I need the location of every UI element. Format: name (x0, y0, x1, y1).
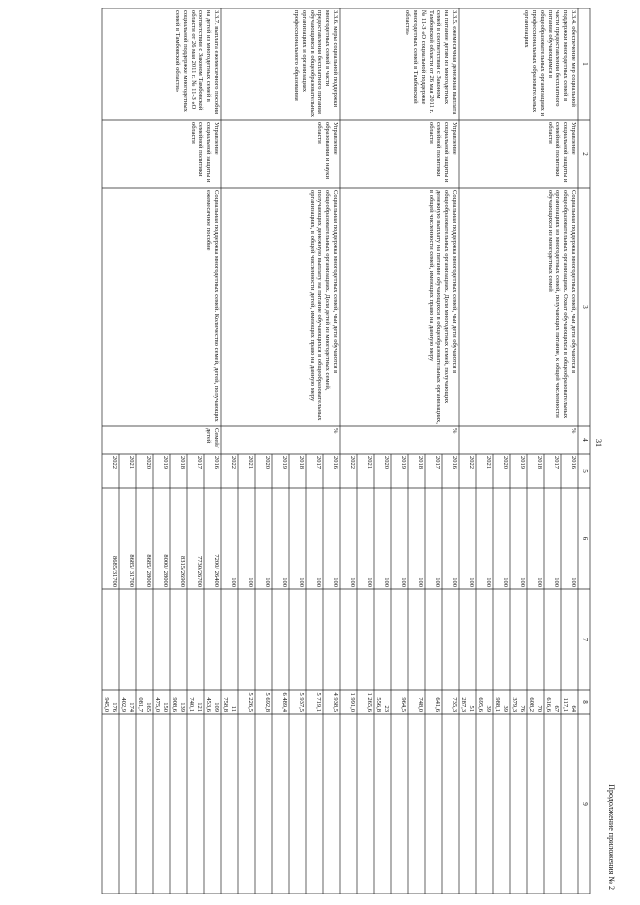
value-cell (561, 894, 578, 898)
year-cell: 2022 (468, 456, 475, 469)
value-cell: 51 287,3 (460, 697, 475, 712)
value-cell (272, 714, 289, 894)
value-cell (374, 589, 391, 690)
year-cell: 2018 (417, 456, 424, 469)
value-cell (476, 894, 493, 898)
value-cell: 5 692,8 (264, 692, 271, 712)
value-cell (119, 714, 136, 894)
value-cell (510, 589, 527, 690)
value-cell (374, 894, 391, 898)
column-header: 7 (581, 637, 589, 642)
year-cell: 2016 (213, 456, 220, 469)
value-cell: 100 (383, 577, 390, 587)
value-cell: 67 616,6 (545, 697, 560, 712)
year-cell: 2018 (298, 456, 305, 469)
year-cell: 2018 (179, 456, 186, 469)
value-cell (459, 894, 476, 898)
value-cell (238, 589, 255, 690)
year-cell: 2021 (366, 456, 373, 469)
value-cell: 150 475,0 (154, 697, 169, 712)
value-cell (272, 894, 289, 898)
value-cell (544, 714, 561, 894)
unit-cell: % (570, 428, 577, 434)
value-cell (255, 714, 272, 894)
value-cell (561, 714, 578, 894)
value-cell: 76 379,3 (511, 697, 526, 712)
value-cell (306, 894, 323, 898)
value-cell: 100 (434, 577, 441, 587)
value-cell (323, 894, 340, 898)
year-cell: 2022 (111, 456, 118, 469)
value-cell: 100 (332, 577, 339, 587)
value-cell (289, 714, 306, 894)
year-cell: 2016 (570, 456, 577, 469)
value-cell (442, 894, 459, 898)
value-cell (289, 589, 306, 690)
value-cell: 100 (349, 577, 356, 587)
year-cell: 2020 (502, 456, 509, 469)
value-cell (272, 589, 289, 690)
value-cell: 109 453,6 (205, 697, 220, 712)
appendix-label: Продолжение приложения № 2 (607, 784, 616, 890)
column-header: 9 (581, 802, 589, 806)
value-cell: 100 (502, 577, 509, 587)
value-cell (510, 714, 527, 894)
value-cell (408, 714, 425, 894)
value-cell (425, 894, 442, 898)
year-cell: 2020 (264, 456, 271, 469)
value-cell (340, 894, 357, 898)
value-cell: 735,3 (451, 697, 458, 712)
value-cell (119, 894, 136, 898)
value-cell (442, 714, 459, 894)
value-cell: 641,6 (434, 697, 441, 712)
year-cell: 2017 (196, 456, 203, 469)
value-cell (476, 714, 493, 894)
event-cell: 3.3.7. выплата ежемесячного пособия на детей из многодетных семей в соответствии с Законом Тамбовской области от 26 мая 2011 г. № 11-З «О социальной поддержке многодетных семей в Тамбовской области» (174, 10, 220, 114)
value-cell: 100 (400, 577, 407, 587)
value-cell (238, 894, 255, 898)
value-cell (153, 714, 170, 894)
event-cell: 3.3.6. меры социальной поддержки многодетных семей в части предоставления бесплатного питания обучающимся в общеобразовательных организациях и организациях профессионального образования (293, 10, 339, 118)
value-cell: 5 226,5 (247, 692, 254, 712)
unit-cell: % (451, 428, 458, 434)
value-cell (136, 894, 153, 898)
value-cell (391, 894, 408, 898)
year-cell: 2018 (536, 456, 543, 469)
value-cell: 100 (536, 577, 543, 587)
value-cell (527, 894, 544, 898)
value-cell (153, 589, 170, 690)
indicator-cell: Социальная поддержка многодетных семей, чьи дети обучаются в общеобразовательных организациях. Доля детей из многодетных семей, получающих денежную выплату на питание обучающихся в общеобразовательных организациях, в общей численности детей, имеющих право на данную меру (308, 190, 339, 421)
value-cell: 100 (247, 577, 254, 587)
value-cell (510, 894, 527, 898)
value-cell: 1 991,0 (349, 692, 356, 712)
value-cell: 100 (468, 577, 475, 587)
value-cell (170, 589, 187, 690)
value-cell: 64 117,1 (562, 697, 577, 712)
value-cell (527, 589, 544, 690)
year-cell: 2017 (315, 456, 322, 469)
value-cell (102, 894, 119, 898)
value-cell: 5 719,1 (315, 692, 322, 712)
year-cell: 2016 (451, 456, 458, 469)
unit-cell: Семей/детей (205, 428, 220, 448)
value-cell (340, 589, 357, 690)
column-header: 2 (581, 152, 589, 156)
indicator-cell: Социальная поддержка многодетных семей. Количество семей, детей, получающих ежемесячное пособие (205, 190, 220, 422)
value-cell (187, 589, 204, 690)
year-cell: 2019 (162, 456, 169, 469)
value-cell (102, 589, 119, 690)
value-cell (408, 589, 425, 690)
year-cell: 2021 (485, 456, 492, 469)
executor-cell: Управление социальной защиты и семейной политики области (427, 122, 458, 183)
value-cell: 100 (553, 577, 560, 587)
value-cell (221, 894, 238, 898)
value-cell: 100 (315, 577, 322, 587)
value-cell: 7730/26700 (196, 555, 203, 587)
value-cell (493, 894, 510, 898)
event-cell: 3.3.4. обеспечение мер социальной поддержки многодетных семей в части предоставления бесплатного питания обучающимся в общеобразовательных организациях и профессиональных образовательных организациях (523, 10, 577, 117)
value-cell: 11 758,8 (222, 697, 237, 712)
value-cell (459, 589, 476, 690)
value-cell: 100 (298, 577, 305, 587)
value-cell: 8685/31700 (111, 555, 118, 587)
value-cell: 8315/26900 (179, 555, 186, 587)
executor-cell: Управление образования и науки области (316, 122, 339, 179)
value-cell: 165 081,7 (137, 697, 152, 712)
year-cell: 2021 (128, 456, 135, 469)
value-cell (459, 714, 476, 894)
year-cell: 2022 (230, 456, 237, 469)
column-header: 3 (581, 305, 589, 309)
indicator-cell: Социальная поддержка многодетных семей, чьи дети обучаются в общеобразовательных организациях. Охват обучающихся в общеобразовательных организациях из многодетных семей, получающих питание, к общей численности обучающихся из многодетных семей (546, 190, 577, 419)
column-header: 6 (581, 536, 589, 541)
value-cell (289, 894, 306, 898)
value-cell: 100 (366, 577, 373, 587)
value-cell (221, 714, 238, 894)
value-cell (442, 589, 459, 690)
value-cell (153, 894, 170, 898)
column-header: 4 (581, 438, 589, 442)
value-cell (255, 589, 272, 690)
value-cell (391, 714, 408, 894)
value-cell: 100 (519, 577, 526, 587)
value-cell: 6 489,4 (281, 692, 288, 712)
value-cell (170, 894, 187, 898)
value-cell (136, 589, 153, 690)
value-cell (221, 589, 238, 690)
value-cell: 23 556,8 (375, 697, 390, 712)
value-cell: 4 938,5 (332, 692, 339, 712)
year-cell: 2021 (247, 456, 254, 469)
page-number: 31 (594, 439, 603, 447)
value-cell (136, 714, 153, 894)
value-cell (544, 589, 561, 690)
column-header: 8 (581, 700, 589, 704)
value-cell (204, 894, 221, 898)
value-cell: 139 908,6 (171, 697, 186, 712)
value-cell (119, 589, 136, 690)
unit-cell: % (332, 428, 339, 434)
value-cell: 121 740,1 (188, 697, 203, 712)
value-cell (493, 714, 510, 894)
value-cell: 100 (264, 577, 271, 587)
value-cell (323, 589, 340, 690)
value-cell (187, 894, 204, 898)
value-cell (476, 589, 493, 690)
rotated-page (96, 8, 616, 894)
value-cell (306, 589, 323, 690)
year-cell: 2019 (281, 456, 288, 469)
value-cell: 8685/ 31700 (128, 554, 135, 587)
value-cell: 1 265,6 (366, 692, 373, 712)
year-cell: 2017 (553, 456, 560, 469)
event-cell: 3.3.5. ежемесячная денежная выплата на питание детям из многодетных семей в соответствии с Законом Тамбовской области от 26 мая 2011 г. № 11-З «О социальной поддержке многодетных семей в Тамбовской области» (404, 10, 458, 115)
value-cell: 8685/ 28000 (145, 554, 152, 587)
value-cell: 8000/ 28000 (162, 554, 169, 587)
executor-cell: Управление социальной защиты и семейной политики области (189, 122, 220, 183)
value-cell (561, 589, 578, 690)
value-cell: 39 695,6 (477, 697, 492, 712)
value-cell (425, 714, 442, 894)
value-cell: 174 402,9 (120, 697, 135, 712)
indicator-cell: Социальная поддержка многодетных семей, чьи дети обучаются в общеобразовательных организациях. Доля многодетных семей, получающих денежную выплату на питание обучающихся в общеобразовательных организациях, в общей численности семей, имеющих право на данную меру (427, 190, 458, 424)
value-cell: 70 608,2 (528, 697, 543, 712)
value-cell: 7200/ 26400 (213, 554, 220, 587)
value-cell: 100 (485, 577, 492, 587)
value-cell (306, 714, 323, 894)
value-cell (204, 589, 221, 690)
value-cell (238, 714, 255, 894)
column-header: 5 (581, 469, 589, 473)
value-cell: 100 (417, 577, 424, 587)
value-cell (340, 714, 357, 894)
value-cell (323, 714, 340, 894)
value-cell (544, 894, 561, 898)
value-cell: 964,5 (400, 697, 407, 712)
year-cell: 2019 (519, 456, 526, 469)
value-cell (391, 589, 408, 690)
value-cell: 176 945,0 (103, 697, 118, 712)
value-cell (425, 589, 442, 690)
value-cell (170, 714, 187, 894)
executor-cell: Управление социальной защиты и семейной политики области (546, 122, 577, 183)
value-cell (357, 589, 374, 690)
value-cell: 100 (451, 577, 458, 587)
value-cell (374, 714, 391, 894)
value-cell (357, 894, 374, 898)
value-cell: 100 (230, 577, 237, 587)
year-cell: 2019 (400, 456, 407, 469)
value-cell (408, 894, 425, 898)
year-cell: 2017 (434, 456, 441, 469)
value-cell: 39 988,1 (494, 697, 509, 712)
year-cell: 2022 (349, 456, 356, 469)
value-cell (493, 589, 510, 690)
value-cell (187, 714, 204, 894)
value-cell (357, 714, 374, 894)
column-header: 1 (581, 62, 589, 66)
value-cell (204, 714, 221, 894)
value-cell (527, 714, 544, 894)
year-cell: 2016 (332, 456, 339, 469)
value-cell: 748,0 (417, 697, 424, 712)
value-cell: 5 937,5 (298, 692, 305, 712)
value-cell: 100 (281, 577, 288, 587)
value-cell (102, 714, 119, 894)
year-cell: 2020 (145, 456, 152, 469)
value-cell (255, 894, 272, 898)
year-cell: 2020 (383, 456, 390, 469)
value-cell: 100 (570, 577, 577, 587)
